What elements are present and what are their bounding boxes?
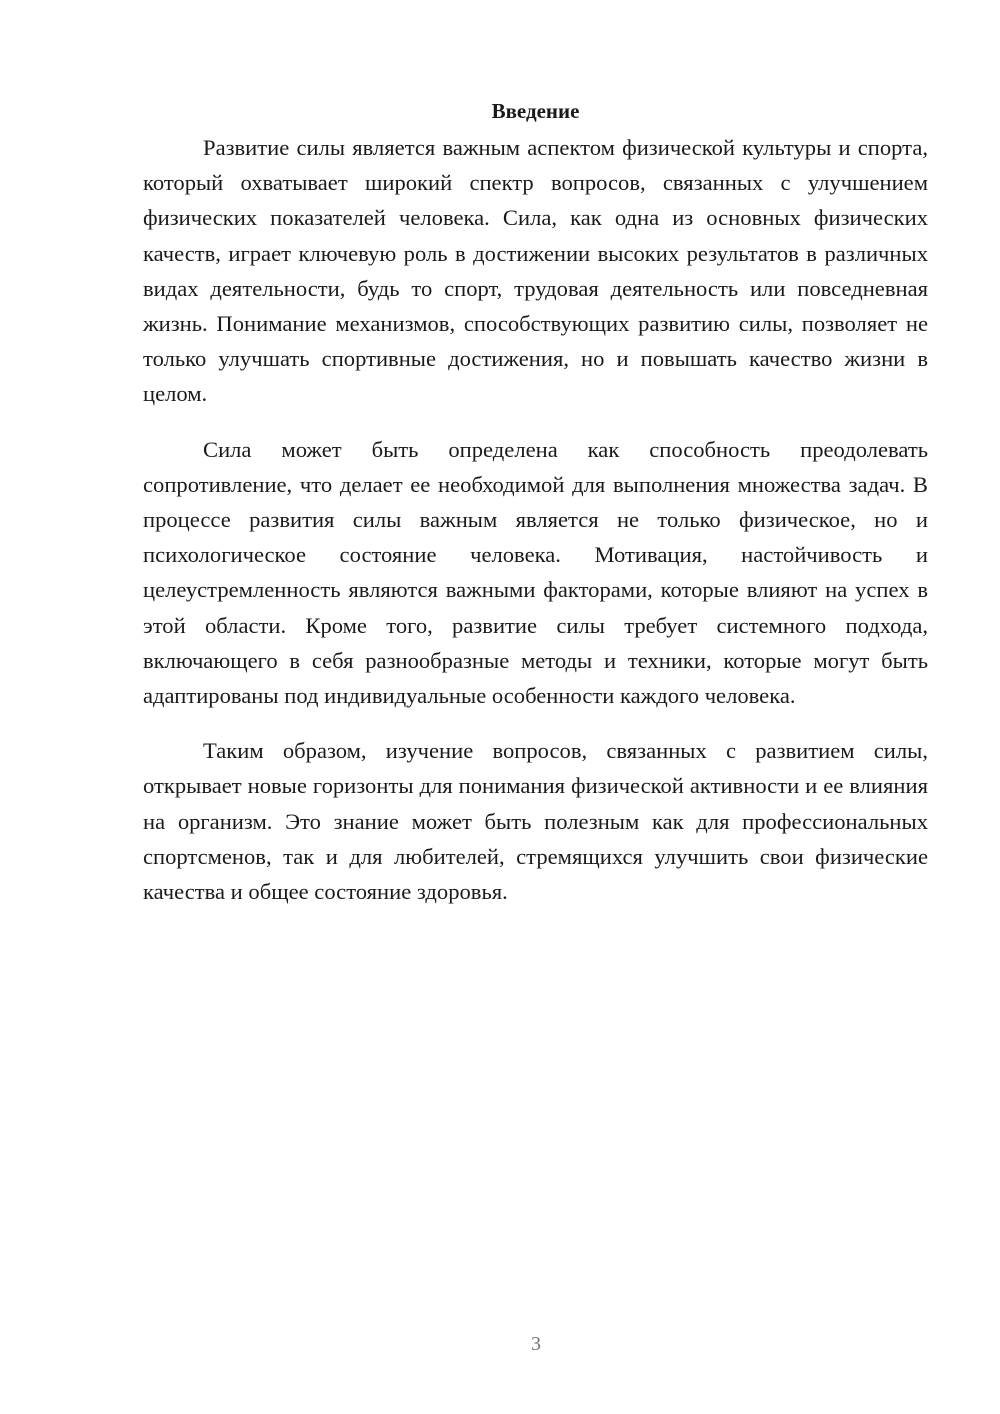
section-title: Введение	[491, 99, 580, 123]
paragraph-1: Развитие силы является важным аспектом физической культуры и спорта, который охватывает широкий спектр вопросов, связанных с улучшением физических показателей человека. Сила, как одна из основных физических качеств, играет ключевую роль в достижении высоких результатов в различных видах деятельности, будь то спорт, трудовая деятельность или повседневная жизнь. Понимание механизмов, способствующих развитию силы, позволяет не только улучшать спортивные достижения, но и повышать качество жизни в целом.	[143, 135, 928, 407]
paragraph-2: Сила может быть определена как способность преодолевать сопротивление, что делает ее необходимой для выполнения множества задач. В процессе развития силы важным является не только физическое, но и психологическое состояние человека. Мотивация, настойчивость и целеустремленность являются важными факторами, которые влияют на успех в этой области. Кроме того, развитие силы требует системного подхода, включающего в себя разнообразные методы и техники, которые могут быть адаптированы под индивидуальные особенности каждого человека.	[143, 436, 928, 709]
paragraph-3: Таким образом, изучение вопросов, связанных с развитием силы, открывает новые горизонты для понимания физической активности и ее влияния на организм. Это знание может быть полезным как для профессиональных спортсменов, так и для любителей, стремящихся улучшить свои физические качества и общее состояние здоровья.	[143, 738, 928, 905]
page-number: 3	[531, 1333, 541, 1355]
page-content	[143, 96, 928, 929]
